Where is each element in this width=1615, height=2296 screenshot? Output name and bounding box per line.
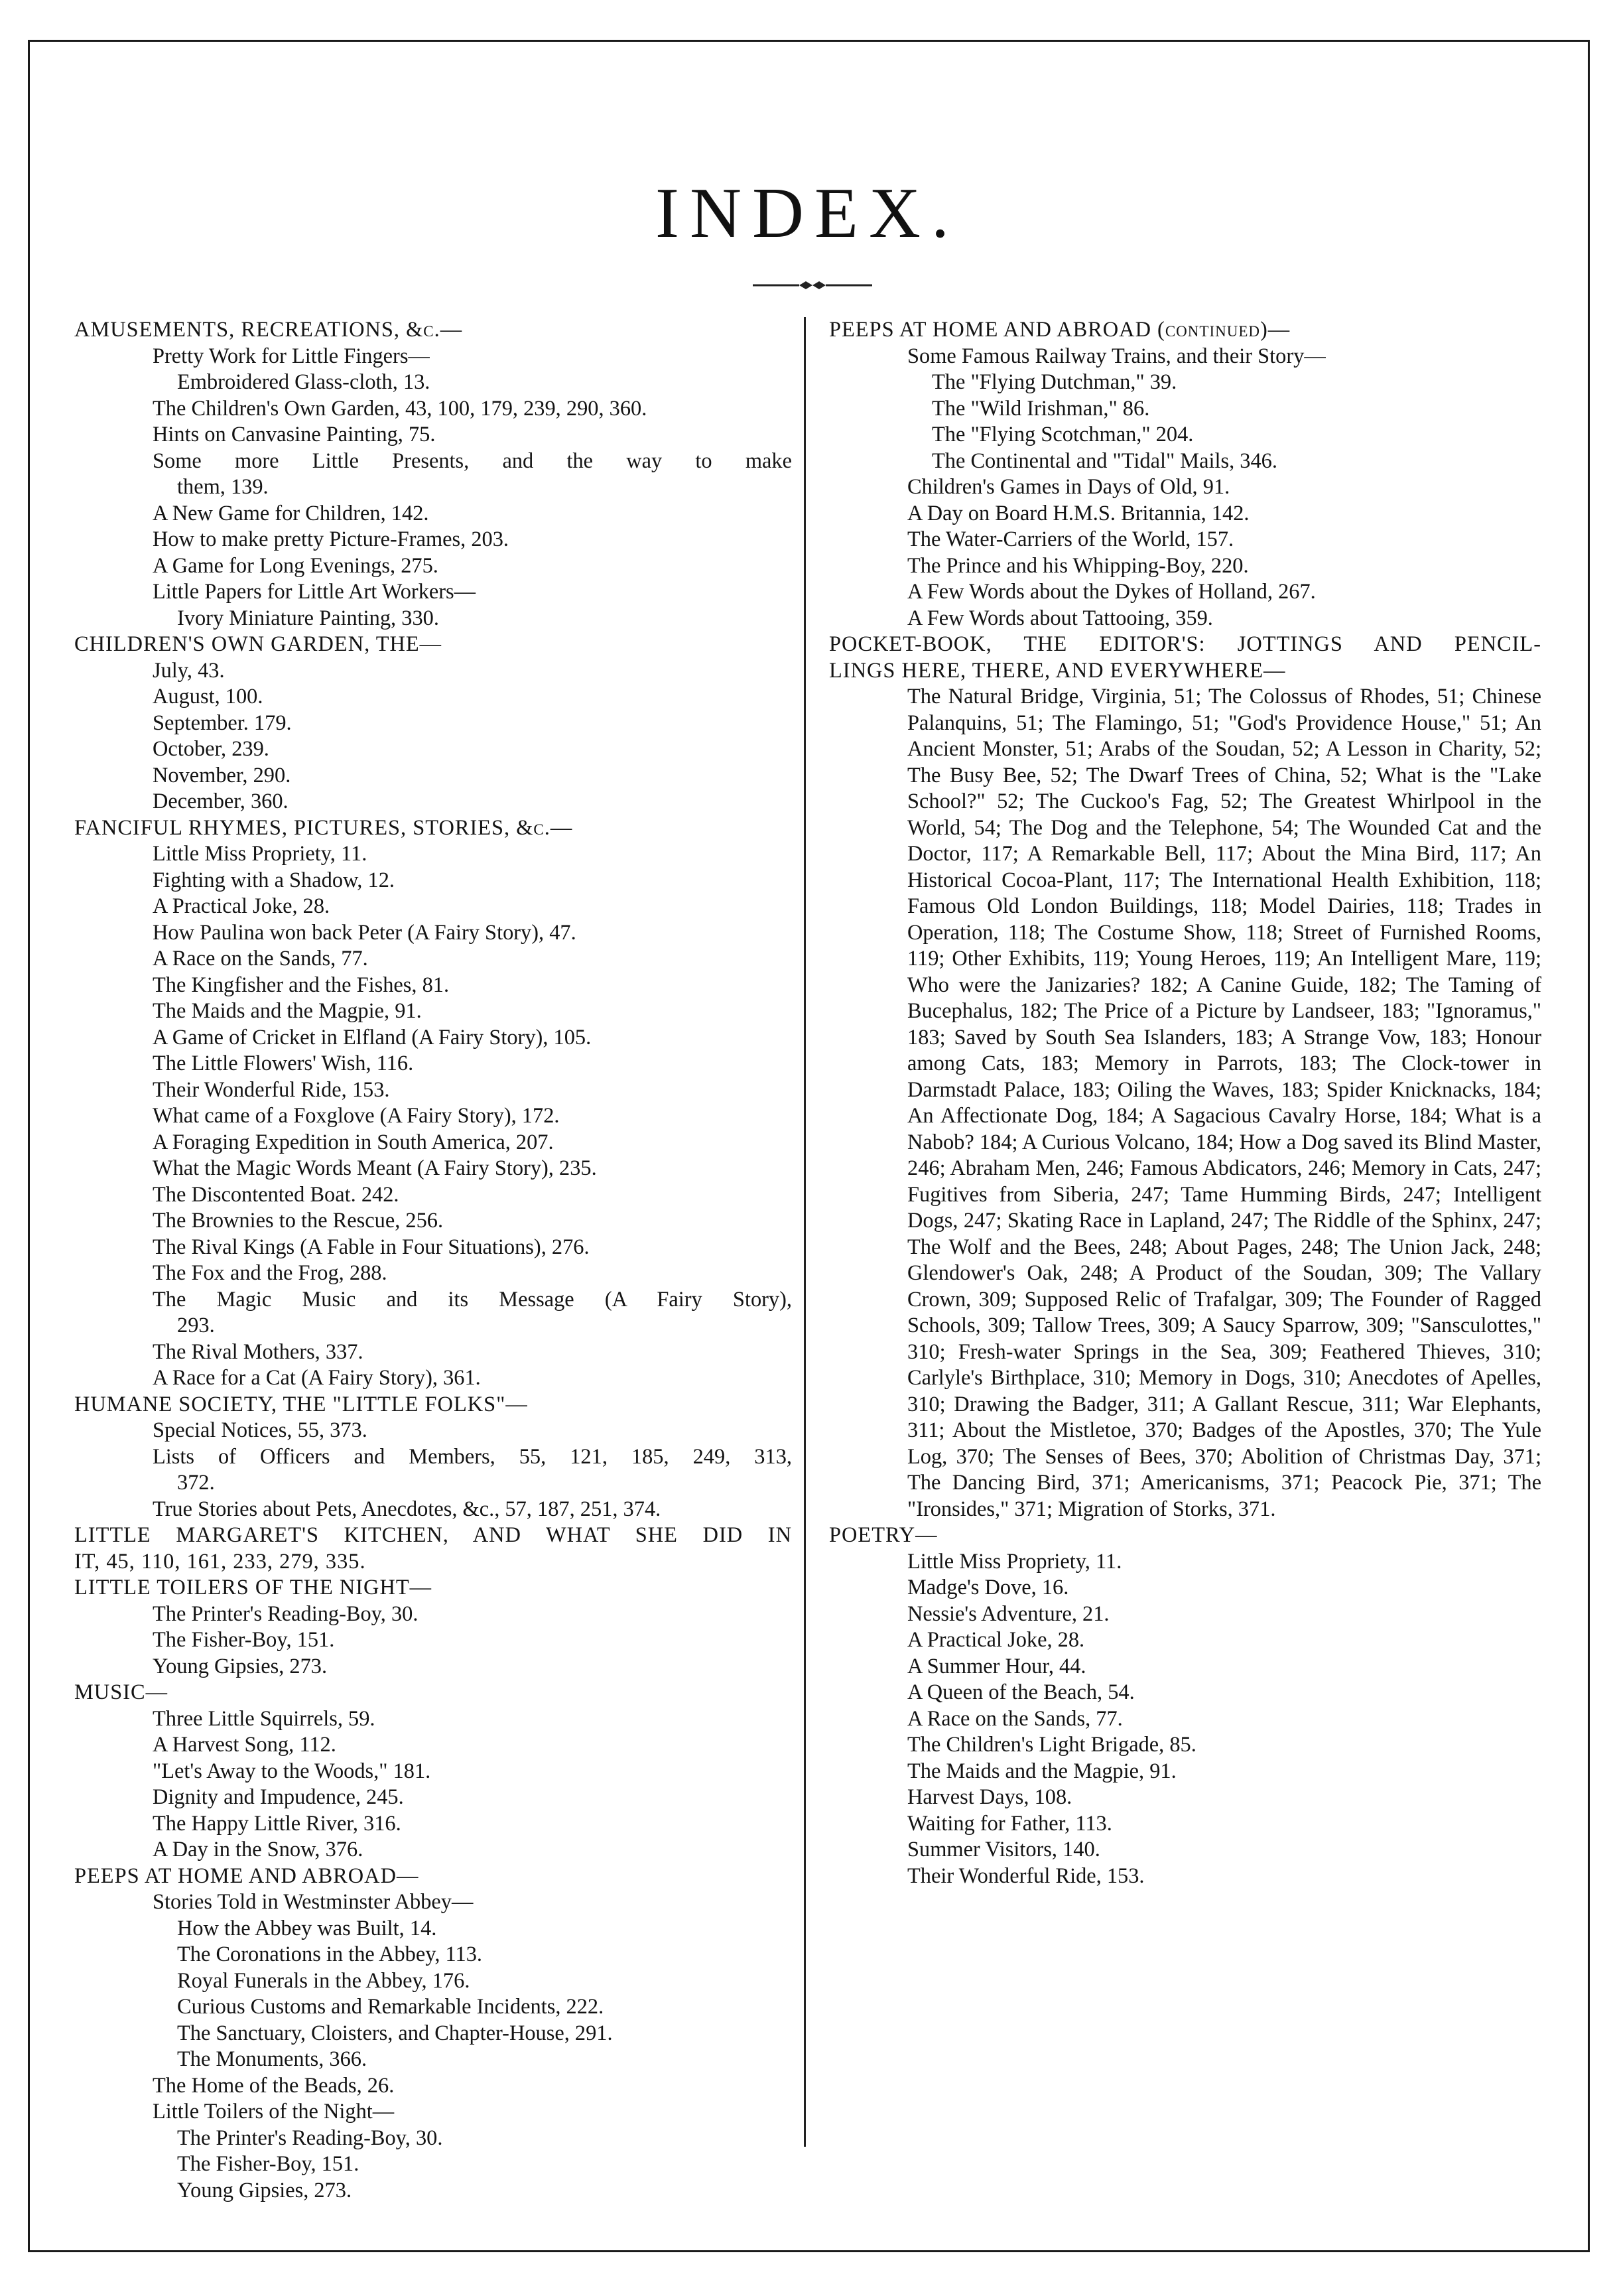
index-entry: The Fisher-Boy, 151.: [153, 1628, 335, 1652]
index-heading: CHILDREN'S OWN GARDEN, THE—: [74, 632, 442, 656]
index-entry: Waiting for Father, 113.: [907, 1811, 1112, 1836]
index-entry: Dignity and Impudence, 245.: [153, 1785, 404, 1809]
index-subentry: The "Wild Irishman," 86.: [932, 396, 1150, 421]
index-entry: Nessie's Adventure, 21.: [907, 1601, 1110, 1626]
index-heading: LITTLE MARGARET'S KITCHEN, AND WHAT SHE DID IN: [74, 1523, 792, 1547]
index-entry: The Children's Own Garden, 43, 100, 179, 239, 290, 360.: [153, 396, 647, 421]
index-entry: Their Wonderful Ride, 153.: [153, 1077, 390, 1102]
index-entry: A Game for Long Evenings, 275.: [153, 553, 438, 578]
index-entry: Some Famous Railway Trains, and their Story—: [907, 344, 1326, 368]
index-subentry: The Fisher-Boy, 151.: [177, 2152, 359, 2176]
index-entry-continued: Ivory Miniature Painting, 330.: [177, 606, 439, 630]
index-subentry: The Sanctuary, Cloisters, and Chapter-House, 291.: [177, 2021, 613, 2045]
index-subentry: The "Flying Scotchman," 204.: [932, 423, 1194, 446]
index-heading: AMUSEMENTS, RECREATIONS, &c.—: [74, 318, 463, 342]
index-entry: September. 179.: [153, 710, 292, 735]
index-subentry: Young Gipsies, 273.: [177, 2178, 352, 2202]
index-left-column: [74, 317, 792, 2204]
index-subentry: Royal Funerals in the Abbey, 176.: [177, 1968, 470, 1993]
index-entry: The Little Flowers' Wish, 116.: [153, 1051, 414, 1075]
index-entry: A Foraging Expedition in South America, 207.: [153, 1130, 554, 1154]
page-title: INDEX.: [655, 174, 960, 253]
index-subentry: The Continental and "Tidal" Mails, 346.: [932, 448, 1277, 473]
index-entry: "Let's Away to the Woods," 181.: [153, 1759, 431, 1783]
index-entry: A Race for a Cat (A Fairy Story), 361.: [153, 1366, 481, 1390]
index-heading-continued: LINGS HERE, THERE, AND EVERYWHERE—: [829, 658, 1286, 683]
index-entry-continued: them, 139.: [177, 475, 269, 499]
index-subentry: The Monuments, 366.: [177, 2047, 367, 2071]
column-divider: [804, 317, 806, 2147]
index-entry: August, 100.: [153, 685, 263, 709]
index-entry: November, 290.: [153, 763, 291, 787]
index-entry: True Stories about Pets, Anecdotes, &c., 57, 187, 251, 374.: [153, 1497, 661, 1521]
index-entry: A Queen of the Beach, 54.: [907, 1680, 1135, 1704]
index-entry: What came of a Foxglove (A Fairy Story), 172.: [153, 1104, 560, 1128]
index-heading: LITTLE TOILERS OF THE NIGHT—: [74, 1576, 432, 1599]
index-entry: A Game of Cricket in Elfland (A Fairy Story), 105.: [153, 1025, 592, 1049]
index-entry: Hints on Canvasine Painting, 75.: [153, 423, 436, 446]
index-entry: Little Miss Propriety, 11.: [907, 1549, 1122, 1574]
index-entry: Madge's Dove, 16.: [907, 1576, 1069, 1599]
index-heading: HUMANE SOCIETY, THE "LITTLE FOLKS"—: [74, 1392, 528, 1416]
index-subentry: The Printer's Reading-Boy, 30.: [177, 2126, 443, 2150]
index-entry: Children's Games in Days of Old, 91.: [907, 475, 1230, 499]
index-entry: The Maids and the Magpie, 91.: [153, 999, 422, 1023]
index-subentry: The Coronations in the Abbey, 113.: [177, 1942, 482, 1966]
index-entry: The Rival Kings (A Fable in Four Situations), 276.: [153, 1235, 590, 1259]
index-entry: Three Little Squirrels, 59.: [153, 1706, 375, 1731]
index-subentry: How the Abbey was Built, 14.: [177, 1916, 437, 1940]
index-entry: The Rival Mothers, 337.: [153, 1339, 363, 1364]
index-entry: The Printer's Reading-Boy, 30.: [153, 1601, 419, 1626]
index-heading: PEEPS AT HOME AND ABROAD (continued)—: [829, 318, 1291, 342]
index-entry: A Few Words about Tattooing, 359.: [907, 606, 1213, 630]
index-subentry: Curious Customs and Remarkable Incidents, 222.: [177, 1995, 604, 2019]
index-entry: Their Wonderful Ride, 153.: [907, 1863, 1145, 1888]
index-entry: A Practical Joke, 28.: [153, 894, 330, 918]
index-entry-continued: 372.: [177, 1471, 215, 1495]
index-entry: Harvest Days, 108.: [907, 1785, 1072, 1809]
index-entry: A Few Words about the Dykes of Holland, 267.: [907, 580, 1316, 604]
index-entry-continued: Embroidered Glass-cloth, 13.: [177, 370, 430, 394]
index-entry: The Children's Light Brigade, 85.: [907, 1733, 1196, 1757]
index-entry: A New Game for Children, 142.: [153, 501, 429, 525]
index-heading: POCKET-BOOK, THE EDITOR'S: JOTTINGS AND PENCIL-: [829, 632, 1541, 656]
index-entry: How Paulina won back Peter (A Fairy Story), 47.: [153, 920, 576, 945]
index-entry: October, 239.: [153, 737, 269, 761]
index-entry: Fighting with a Shadow, 12.: [153, 868, 395, 892]
index-entry: Little Toilers of the Night—: [153, 2100, 395, 2124]
index-entry: The Happy Little River, 316.: [153, 1811, 401, 1836]
index-subentry: The "Flying Dutchman," 39.: [932, 370, 1177, 394]
index-entry: The Maids and the Magpie, 91.: [907, 1759, 1177, 1783]
index-entry: Some more Little Presents, and the way to make: [153, 448, 792, 473]
index-entry: Stories Told in Westminster Abbey—: [153, 1890, 474, 1914]
index-entry: Summer Visitors, 140.: [907, 1838, 1100, 1861]
index-paragraph: The Natural Bridge, Virginia, 51; The Colossus of Rhodes, 51; Chinese Palanquins, 51; The Flamingo, 51; "God's Providence House," 51; An Ancient Monster, 51; Arabs of the Soudan, 52; A Lesson in Charity, 52; The Busy Bee, 52; The Dwarf Trees of China, 52; What is the "Lake School?" 52; The Cuckoo's Fag, 52; The Greatest Whirlpool in the World, 54; The Dog and the Telephone, 54; The Wounded Cat and the Doctor, 117; A Remarkable Bell, 117; About the Mina Bird, 117; An Historical Cocoa-Plant, 117; The International Health Exhibition, 118; Famous Old London Buildings, 118; Model Dairies, 118; Trades in Operation, 118; The Costume Show, 118; Street of Furnished Rooms, 119; Other Exhibits, 119; Young Heroes, 119; An Intelligent Mare, 119; Who were the Janizaries? 182; A Canine Guide, 182; The Taming of Bucephalus, 182; The Price of a Picture by Landseer, 183; "Ignoramus," 183; Saved by South Sea Islanders, 183; A Strange Vow, 183; Honour among Cats, 183; Memory in Parrots, 183; The Clock-tower in Darmstadt Palace, 183; Oiling the Waves, 183; Spider Knicknacks, 184; An Affectionate Dog, 184; A Sagacious Cavalry Horse, 184; What is a Nabob? 184; A Curious Volcano, 184; How a Dog saved its Blind Master, 246; Abraham Men, 246; Famous Abdicators, 246; Memory in Cats, 247; Fugitives from Siberia, 247; Tame Humming Birds, 247; Intelligent Dogs, 247; Skating Race in Lapland, 247; The Riddle of the Sphinx, 247; The Wolf and the Bees, 248; About Pages, 248; The Union Jack, 248; Glendower's Oak, 248; A Product of the Soudan, 309; The Vallary Crown, 309; Supposed Relic of Trafalgar, 309; The Founder of Ragged Schools, 309; Tallow Trees, 309; A Saucy Sparrow, 309; "Sansculottes," 310; Fresh-water Springs in the Sea, 309; Feathered Thieves, 310; Carlyle's Birthplace, 310; Memory in Dogs, 310; Anecdotes of Apelles, 310; Drawing the Badger, 311; A Gallant Rescue, 311; War Elephants, 311; About the Mistletoe, 370; Badges of the Apostles, 370; The Yule Log, 370; The Senses of Bees, 370; Abolition of Christmas Day, 371; The Dancing Bird, 371; Americanisms, 371; Peacock Pie, 371; The "Ironsides," 371; Migration of Storks, 371.: [907, 685, 1541, 1521]
index-entry: A Race on the Sands, 77.: [907, 1706, 1123, 1731]
index-entry: Little Papers for Little Art Workers—: [153, 580, 476, 604]
index-entry: The Discontented Boat. 242.: [153, 1182, 399, 1207]
index-heading-continued: IT, 45, 110, 161, 233, 279, 335.: [74, 1549, 366, 1574]
index-entry: Lists of Officers and Members, 55, 121, 185, 249, 313,: [153, 1444, 792, 1469]
index-entry: December, 360.: [153, 789, 289, 813]
index-entry: What the Magic Words Meant (A Fairy Story), 235.: [153, 1156, 597, 1180]
index-entry: A Day in the Snow, 376.: [153, 1838, 363, 1861]
index-entry: The Fox and the Frog, 288.: [153, 1261, 387, 1285]
index-entry: Little Miss Propriety, 11.: [153, 842, 367, 866]
index-entry: A Race on the Sands, 77.: [153, 947, 368, 971]
index-entry: July, 43.: [153, 658, 225, 683]
index-entry: A Summer Hour, 44.: [907, 1654, 1086, 1678]
index-entry: A Day on Board H.M.S. Britannia, 142.: [907, 501, 1250, 525]
index-entry: A Practical Joke, 28.: [907, 1628, 1085, 1652]
index-entry: The Magic Music and its Message (A Fairy Story),: [153, 1287, 792, 1312]
index-entry: Special Notices, 55, 373.: [153, 1418, 367, 1442]
index-entry: The Home of the Beads, 26.: [153, 2073, 395, 2098]
index-right-column: [829, 317, 1541, 1889]
index-entry: The Water-Carriers of the World, 157.: [907, 527, 1234, 551]
index-entry: Young Gipsies, 273.: [153, 1654, 328, 1678]
index-heading: FANCIFUL RHYMES, PICTURES, STORIES, &c.—: [74, 815, 573, 840]
index-entry: A Harvest Song, 112.: [153, 1733, 336, 1757]
index-entry: The Prince and his Whipping-Boy, 220.: [907, 553, 1249, 578]
title-ornament: [753, 277, 872, 293]
index-entry: How to make pretty Picture-Frames, 203.: [153, 527, 509, 551]
index-entry: The Kingfisher and the Fishes, 81.: [153, 973, 450, 997]
index-entry: The Brownies to the Rescue, 256.: [153, 1209, 444, 1233]
index-entry-continued: 293.: [177, 1314, 215, 1337]
index-heading: PEEPS AT HOME AND ABROAD—: [74, 1863, 419, 1888]
index-heading: MUSIC—: [74, 1680, 168, 1704]
index-heading: POETRY—: [829, 1523, 938, 1547]
index-entry: Pretty Work for Little Fingers—: [153, 344, 430, 368]
